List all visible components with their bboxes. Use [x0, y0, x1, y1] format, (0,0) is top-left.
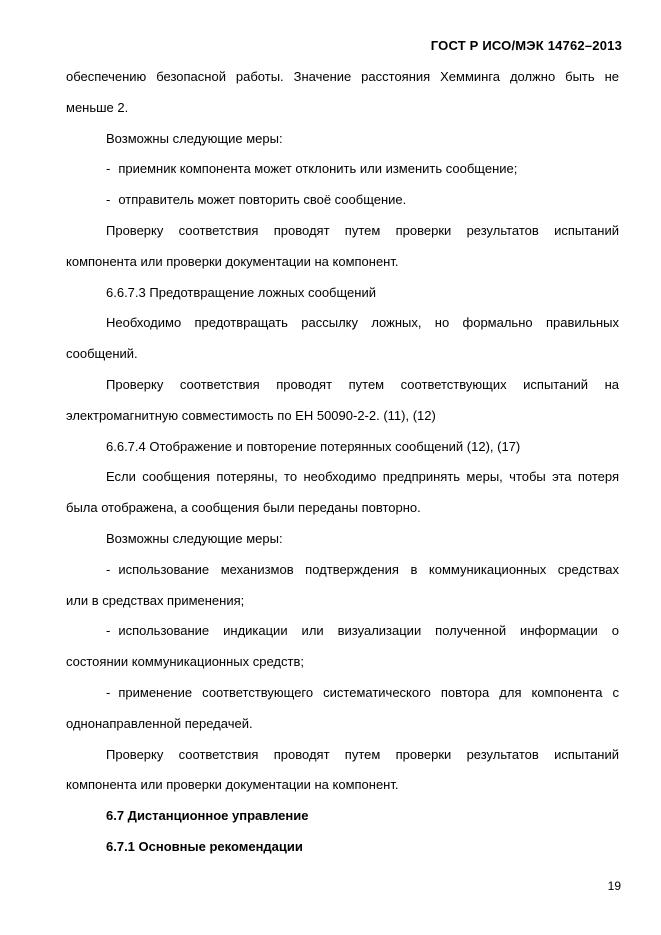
dash-marker: - [106, 623, 111, 639]
list-item-text: приемник компонента может отклонить или изменить сообщение; [118, 161, 518, 177]
subsection-heading-bold: 6.7.1 Основные рекомендации [106, 838, 303, 854]
list-item-text: применение соответствующего систематического повтора для компонента с [118, 684, 619, 700]
dash-marker: - [106, 161, 111, 177]
text-line: Проверку соответствия проводят путем проверки результатов испытаний [106, 222, 619, 238]
list-item [66, 185, 619, 216]
dash-marker: - [106, 561, 111, 577]
text-line: обеспечению безопасной работы. Значение расстояния Хемминга должно быть не [66, 69, 619, 84]
list-item-text: отправитель может повторить своё сообщение. [118, 192, 407, 208]
list-item-text: использование индикации или визуализации полученной информации о [118, 623, 619, 639]
section-heading: 6.6.7.3 Предотвращение ложных сообщений [106, 284, 376, 300]
dash-marker: - [106, 684, 111, 700]
section-heading: 6.6.7.4 Отображение и повторение потерянных сообщений (12), (17) [106, 438, 521, 454]
text-line: Возможны следующие меры: [106, 530, 283, 546]
document-body [66, 62, 619, 863]
text-line: сообщений. [66, 346, 138, 362]
document-header: ГОСТ Р ИСО/МЭК 14762–2013 [430, 38, 622, 53]
text-line: Проверку соответствия проводят путем проверки результатов испытаний [106, 746, 619, 762]
list-item [66, 678, 619, 709]
list-item-text: использование механизмов подтверждения в коммуникационных средствах [118, 561, 619, 577]
list-item [66, 154, 619, 185]
section-heading-bold: 6.7 Дистанционное управление [106, 808, 309, 824]
text-line: Проверку соответствия проводят путем соответствующих испытаний на [106, 376, 619, 392]
text-line: электромагнитную совместимость по ЕН 50090-2-2. (11), (12) [66, 407, 436, 423]
text-line: или в средствах применения; [66, 592, 245, 608]
text-line: Если сообщения потеряны, то необходимо предпринять меры, чтобы эта потеря [106, 469, 619, 485]
list-item [66, 616, 619, 647]
text-line: была отображена, а сообщения были переданы повторно. [66, 500, 421, 516]
text-line: меньше 2. [66, 99, 129, 115]
dash-marker: - [106, 192, 111, 208]
list-item [66, 555, 619, 586]
text-line: однонаправленной передачей. [66, 715, 253, 731]
text-line: компонента или проверки документации на компонент. [66, 777, 399, 793]
text-line: компонента или проверки документации на компонент. [66, 253, 399, 269]
text-line: состоянии коммуникационных средств; [66, 654, 304, 670]
text-line: Возможны следующие меры: [106, 130, 283, 146]
text-line: Необходимо предотвращать рассылку ложных, но формально правильных [106, 315, 619, 331]
page-number: 19 [607, 879, 621, 893]
